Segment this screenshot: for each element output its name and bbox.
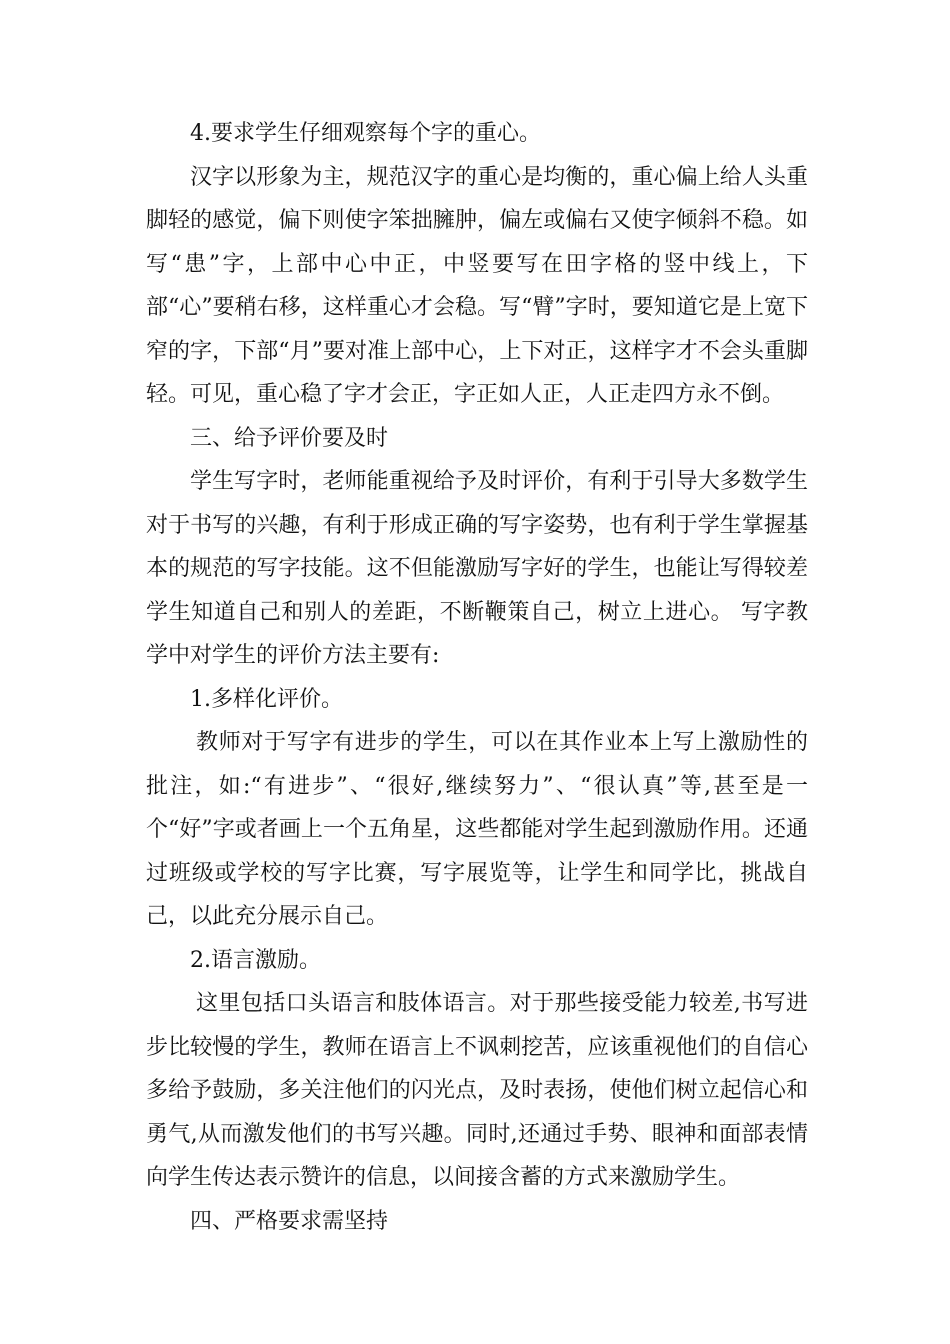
paragraph-evaluation-intro: 学生写字时，老师能重视给予及时评价，有利于引导大多数学生对于书写的兴趣，有利于形成正确的写字姿势，也有利于学生掌握基本的规范的写字技能。这不但能激励写字好的学生，也能让写得较差学生知道自己和别人的差距，不断鞭策自己，树立上进心。 写字教学中对学生的评价方法主要有:	[146, 469, 808, 668]
subheading-center-of-gravity: 4.要求学生仔细观察每个字的重心。	[190, 121, 541, 146]
subheading-verbal-encouragement: 2.语言激励。	[190, 947, 321, 973]
paragraph-diverse-evaluation: 教师对于写字有进步的学生，可以在其作业本上写上激励性的批注，如:“有进步”、“很好,继续努力”、“很认真”等,甚至是一个“好”字或者画上一个五角星，这些都能对学生起到激励作用。还通过班级或学校的写字比赛，写字展览等，让学生和同学比，挑战自己，以此充分展示自己。	[146, 730, 808, 929]
paragraph-verbal-encouragement: 这里包括口头语言和肢体语言。对于那些接受能力较差,书写进步比较慢的学生，教师在语言上不讽刺挖苦，应该重视他们的自信心多给予鼓励，多关注他们的闪光点，及时表扬，使他们树立起信心和勇气,从而激发他们的书写兴趣。同时,还通过手势、眼神和面部表情向学生传达表示赞许的信息，以间接含蓄的方式来激励学生。	[146, 991, 808, 1190]
section-heading-strict-requirements: 四、严格要求需坚持	[190, 1208, 389, 1234]
subheading-diverse-evaluation: 1.多样化评价。	[190, 686, 343, 712]
section-heading-evaluation: 三、给予评价要及时	[190, 425, 389, 451]
paragraph-center-of-gravity: 汉字以形象为主，规范汉字的重心是均衡的，重心偏上给人头重脚轻的感觉，偏下则使字笨拙臃肿，偏左或偏右又使字倾斜不稳。如写“患”字，上部中心中正，中竖要写在田字格的竖中线上，下部“心”要稍右移，这样重心才会稳。写“臂”字时，要知道它是上宽下窄的字，下部“月”要对准上部中心，上下对正，这样字才不会头重脚轻。可见，重心稳了字才会正，字正如人正，人正走四方永不倒。	[146, 164, 808, 407]
document-body	[146, 112, 808, 1243]
